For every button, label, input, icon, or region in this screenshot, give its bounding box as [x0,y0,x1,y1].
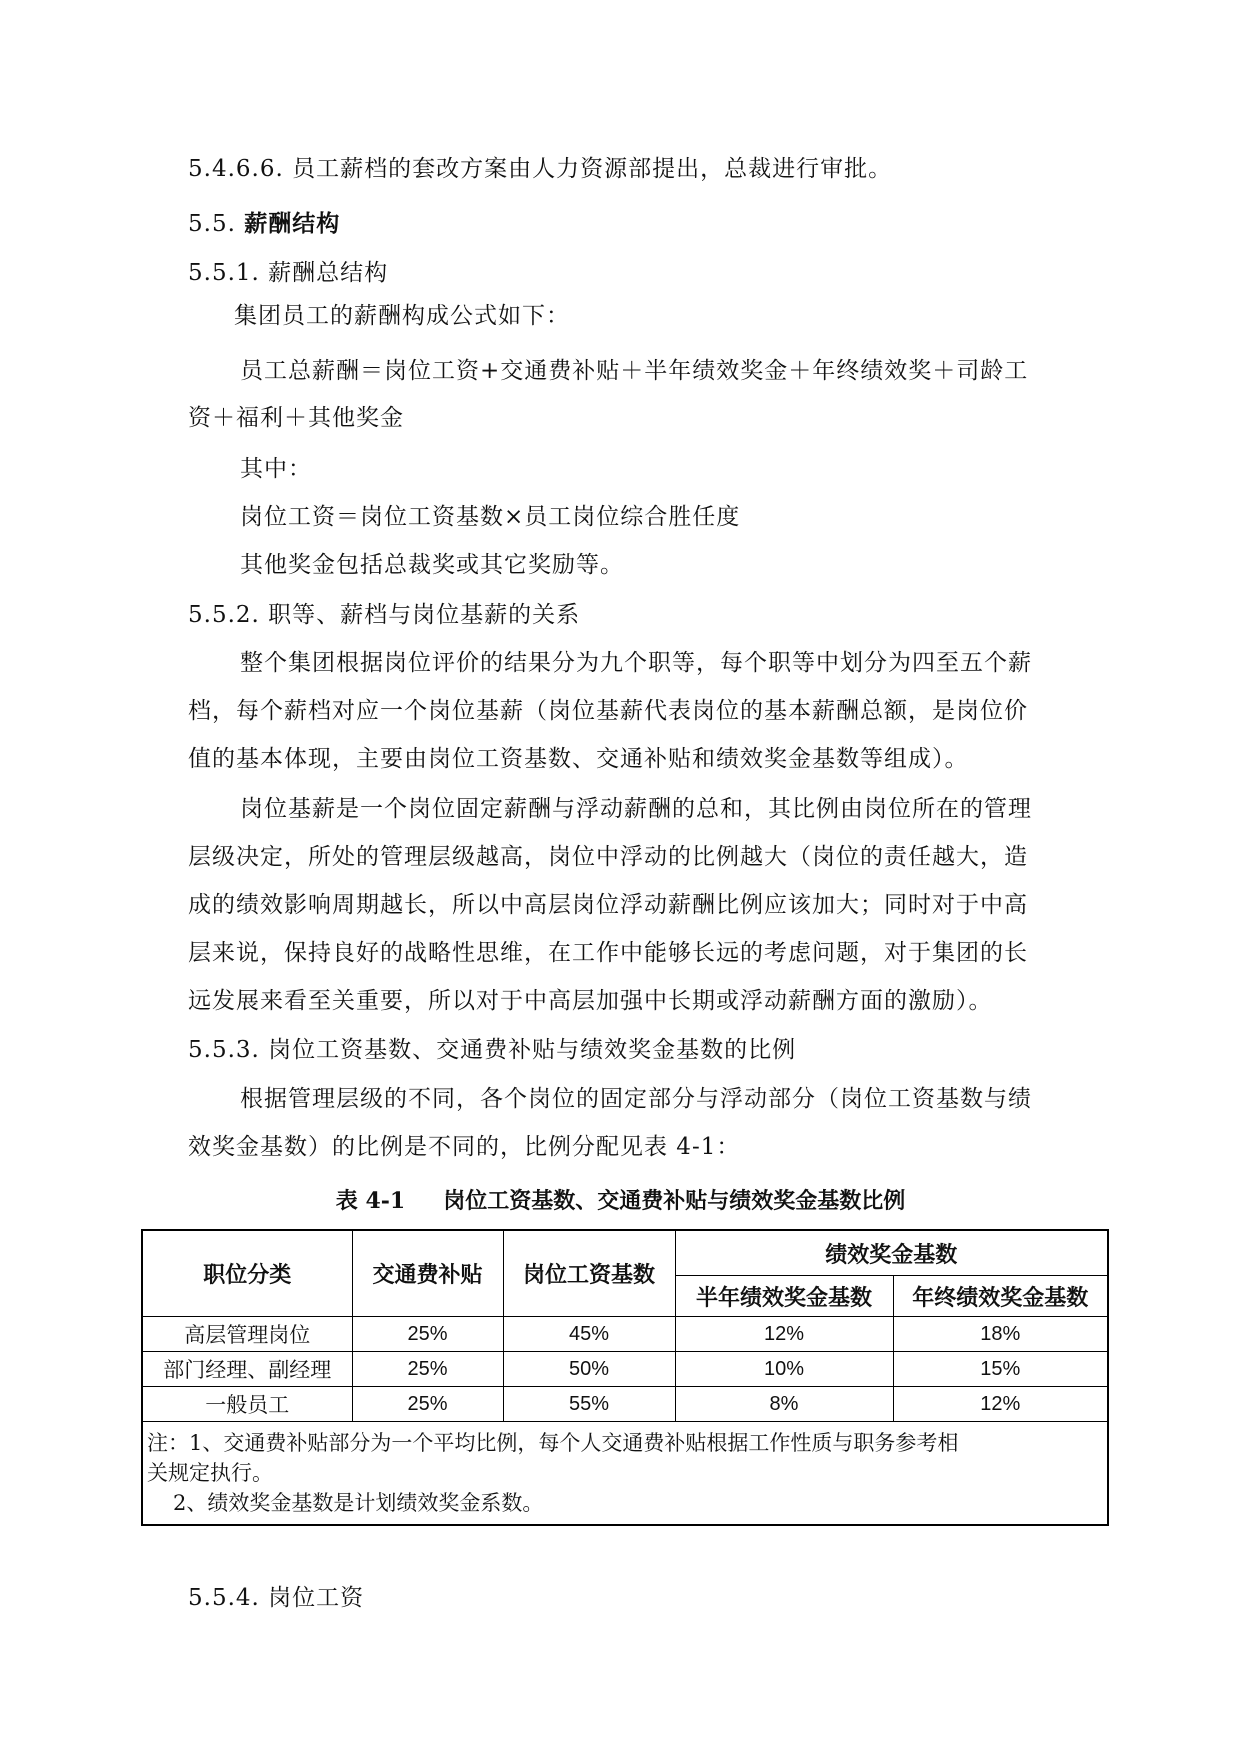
cell-base-salary: 45% [503,1317,675,1352]
header-bonus-group: 绩效奖金基数 [675,1230,1108,1276]
header-transport: 交通费补贴 [352,1230,503,1317]
paragraph-grades-line-1: 整个集团根据岗位评价的结果分为九个职等，每个职等中划分为四至五个薪 [240,650,1032,676]
section-5-5-4-heading: 5.5.4. 岗位工资 [188,1585,365,1611]
cell-annual: 12% [893,1387,1108,1422]
table-note [142,1422,1108,1526]
header-base-salary: 岗位工资基数 [503,1230,675,1317]
paragraph-where: 其中： [240,456,312,482]
section-number: 5.5. [188,211,236,237]
header-annual-bonus: 年终绩效奖金基数 [893,1276,1108,1317]
cell-annual: 18% [893,1317,1108,1352]
table-row [142,1317,1108,1352]
cell-transport: 25% [352,1387,503,1422]
table-header-row [142,1230,1108,1276]
table-row [142,1387,1108,1422]
cell-half-year: 8% [675,1387,893,1422]
paragraph-other-bonus: 其他奖金包括总裁奖或其它奖励等。 [240,552,624,578]
paragraph-base-pay-line-2: 层级决定，所处的管理层级越高，岗位中浮动的比例越大（岗位的责任越大，造 [188,844,1028,870]
table-note-row [142,1422,1108,1526]
cell-transport: 25% [352,1352,503,1387]
cell-category: 一般员工 [142,1387,352,1422]
note-line-1-cont: 关规定执行。 [147,1461,273,1485]
paragraph-grades-line-3: 值的基本体现，主要由岗位工资基数、交通补贴和绩效奖金基数等组成）。 [188,746,969,772]
table-row [142,1352,1108,1387]
paragraph-base-pay-line-5: 远发展来看至关重要，所以对于中高层加强中长期或浮动薪酬方面的激励）。 [188,988,993,1014]
formula-line-1: 员工总薪酬＝岗位工资+交通费补贴＋半年绩效奖金＋年终绩效奖＋司龄工 [240,358,1029,384]
table-caption-number: 表 4-1 [335,1188,406,1214]
paragraph-ratio-line-1: 根据管理层级的不同，各个岗位的固定部分与浮动部分（岗位工资基数与绩 [240,1086,1032,1112]
paragraph-formula-intro: 集团员工的薪酬构成公式如下： [234,303,570,329]
section-title: 薪酬结构 [244,210,341,237]
salary-ratio-table [141,1229,1109,1526]
formula-line-2: 资＋福利＋其他奖金 [188,405,404,431]
section-5-5-3-heading: 5.5.3. 岗位工资基数、交通费补贴与绩效奖金基数的比例 [188,1037,797,1063]
section-5-5-2-heading: 5.5.2. 职等、薪档与岗位基薪的关系 [188,602,581,628]
paragraph-base-pay-line-3: 成的绩效影响周期越长，所以中高层岗位浮动薪酬比例应该加大；同时对于中高 [188,892,1028,918]
cell-half-year: 12% [675,1317,893,1352]
table-caption-text: 岗位工资基数、交通费补贴与绩效奖金基数比例 [443,1188,906,1214]
cell-transport: 25% [352,1317,503,1352]
note-line-1: 注：1、交通费补贴部分为一个平均比例，每个人交通费补贴根据工作性质与职务参考相 [147,1431,959,1455]
cell-category: 部门经理、副经理 [142,1352,352,1387]
cell-category: 高层管理岗位 [142,1317,352,1352]
table-caption [0,1186,1241,1216]
cell-base-salary: 55% [503,1387,675,1422]
header-category: 职位分类 [142,1230,352,1317]
section-5-5-heading [188,209,340,239]
paragraph-grades-line-2: 档，每个薪档对应一个岗位基薪（岗位基薪代表岗位的基本薪酬总额，是岗位价 [188,698,1028,724]
paragraph-base-pay-line-4: 层来说，保持良好的战略性思维，在工作中能够长远的考虑问题，对于集团的长 [188,940,1028,966]
section-5-5-1-heading: 5.5.1. 薪酬总结构 [188,260,389,286]
paragraph-5-4-6-6: 5.4.6.6. 员工薪档的套改方案由人力资源部提出，总裁进行审批。 [188,156,893,182]
cell-base-salary: 50% [503,1352,675,1387]
cell-annual: 15% [893,1352,1108,1387]
paragraph-base-pay-line-1: 岗位基薪是一个岗位固定薪酬与浮动薪酬的总和，其比例由岗位所在的管理 [240,796,1032,822]
paragraph-post-salary-formula: 岗位工资＝岗位工资基数×员工岗位综合胜任度 [240,504,741,530]
header-half-year-bonus: 半年绩效奖金基数 [675,1276,893,1317]
note-line-2: 2、绩效奖金基数是计划绩效奖金系数。 [173,1491,544,1515]
paragraph-ratio-line-2: 效奖金基数）的比例是不同的，比例分配见表 4-1： [188,1134,741,1160]
cell-half-year: 10% [675,1352,893,1387]
